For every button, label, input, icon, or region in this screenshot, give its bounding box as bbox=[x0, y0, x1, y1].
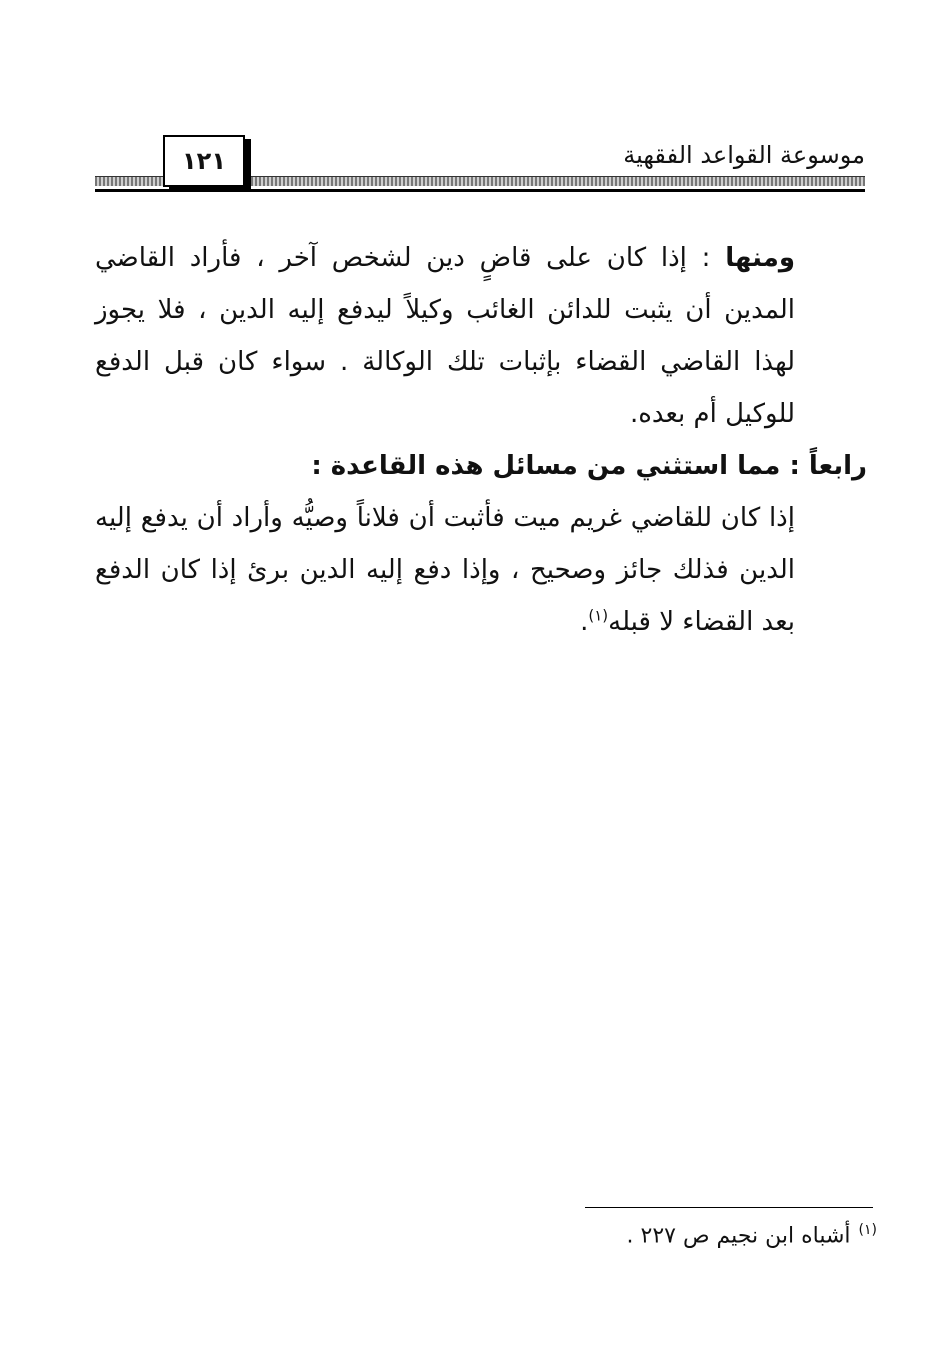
page-header bbox=[95, 135, 865, 197]
section-heading: رابعاً : مما استثني من مسائل هذه القاعدة : bbox=[311, 451, 867, 481]
main-text bbox=[95, 232, 867, 648]
footnote-reference[interactable]: (١) bbox=[588, 606, 609, 625]
paragraph-1-text: : إذا كان على قاضٍ دين لشخص آخر ، فأراد القاضي المدين أن يثبت للدائن الغائب وكيلاً ليدفع إليه الدين ، فلا يجوز لهذا القاضي القضاء بإثبات تلك الوكالة . سواء كان قبل الدفع للوكيل أم بعده. bbox=[95, 243, 795, 429]
footnote-text: أشباه ابن نجيم ص ٢٢٧ . bbox=[626, 1223, 851, 1249]
footnote-number: (١) bbox=[858, 1222, 877, 1238]
paragraph-1 bbox=[95, 232, 867, 440]
page-number: ١٢١ bbox=[163, 135, 245, 187]
paragraph-2-end: . bbox=[580, 607, 589, 637]
paragraph-2-text: إذا كان للقاضي غريم ميت فأثبت أن فلاناً وصيُّه وأراد أن يدفع إليه الدين فذلك جائز وصحيح ، وإذا دفع إليه الدين برئ إذا كان الدفع بعد القضاء لا قبله bbox=[95, 503, 795, 637]
footnote-separator bbox=[585, 1207, 873, 1208]
header-rule-line bbox=[95, 189, 865, 192]
paragraph-2 bbox=[95, 492, 867, 648]
footnote bbox=[477, 1222, 877, 1248]
paragraph-1-lead: ومنها bbox=[725, 243, 795, 273]
running-title: موسوعة القواعد الفقهية bbox=[623, 141, 865, 169]
